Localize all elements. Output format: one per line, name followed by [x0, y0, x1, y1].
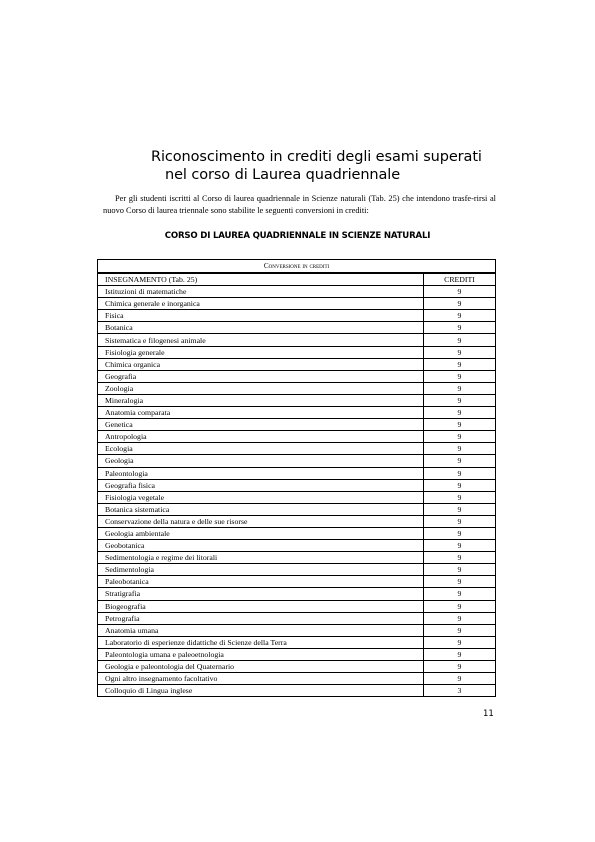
credits-cell: 9 [424, 455, 496, 467]
credits-cell: 9 [424, 600, 496, 612]
table-row [98, 588, 496, 600]
credits-cell: 9 [424, 564, 496, 576]
table-row [98, 394, 496, 406]
course-cell: Stratigrafia [98, 588, 424, 600]
credits-cell: 9 [424, 334, 496, 346]
course-cell: Ecologia [98, 443, 424, 455]
course-cell: Fisiologia vegetale [98, 491, 424, 503]
course-cell: Paleontologia umana e paleoetnologia [98, 648, 424, 660]
course-cell: Zoologia [98, 382, 424, 394]
table-caption-row [98, 260, 496, 274]
credits-cell: 9 [424, 286, 496, 298]
credits-cell: 9 [424, 491, 496, 503]
table-row [98, 636, 496, 648]
title-line-2: nel corso di Laurea quadriennale [165, 167, 401, 183]
credits-cell: 9 [424, 443, 496, 455]
course-cell: Conservazione della natura e delle sue risorse [98, 515, 424, 527]
credits-cell: 9 [424, 648, 496, 660]
column-header-credits: CREDITI [424, 273, 496, 286]
credits-cell: 9 [424, 479, 496, 491]
table-row [98, 648, 496, 660]
table-row [98, 552, 496, 564]
credits-cell: 9 [424, 673, 496, 685]
course-cell: Fisica [98, 310, 424, 322]
credits-cell: 9 [424, 431, 496, 443]
table-row [98, 431, 496, 443]
course-cell: Sedimentologia [98, 564, 424, 576]
table-row [98, 540, 496, 552]
credits-cell: 9 [424, 576, 496, 588]
course-cell: Petrografia [98, 612, 424, 624]
table-row [98, 358, 496, 370]
course-cell: Fisiologia generale [98, 346, 424, 358]
course-cell: Biogeografia [98, 600, 424, 612]
table-row [98, 564, 496, 576]
course-cell: Geologia [98, 455, 424, 467]
table-row [98, 407, 496, 419]
title-line-1: Riconoscimento in crediti degli esami superati [151, 149, 482, 165]
table-row [98, 527, 496, 539]
table-row [98, 515, 496, 527]
table-row [98, 346, 496, 358]
credits-cell: 9 [424, 624, 496, 636]
table-row [98, 419, 496, 431]
page-title [151, 148, 531, 184]
course-cell: Chimica generale e inorganica [98, 298, 424, 310]
credits-cell: 3 [424, 685, 496, 697]
intro-paragraph: Per gli studenti iscritti al Corso di laurea quadriennale in Scienze naturali (Tab. 25) che intendono trasfe-rirsi al nuovo Corso di laurea triennale sono stabilite le seguenti conversioni in crediti: [103, 194, 496, 215]
table-row [98, 370, 496, 382]
credits-cell: 9 [424, 661, 496, 673]
table-row [98, 322, 496, 334]
credits-cell: 9 [424, 552, 496, 564]
table-row [98, 310, 496, 322]
credits-cell: 9 [424, 540, 496, 552]
table-row [98, 612, 496, 624]
credits-cell: 9 [424, 322, 496, 334]
table-row [98, 685, 496, 697]
table-header-row [98, 273, 496, 286]
credits-table [97, 259, 496, 697]
table-row [98, 576, 496, 588]
credits-cell: 9 [424, 346, 496, 358]
course-cell: Anatomia comparata [98, 407, 424, 419]
course-cell: Paleontologia [98, 467, 424, 479]
table-row [98, 334, 496, 346]
course-cell: Geografia [98, 370, 424, 382]
column-header-course: INSEGNAMENTO (Tab. 25) [98, 273, 424, 286]
course-cell: Istituzioni di matematiche [98, 286, 424, 298]
table-row [98, 624, 496, 636]
course-cell: Botanica sistematica [98, 503, 424, 515]
table-row [98, 600, 496, 612]
course-cell: Sedimentologia e regime dei litorali [98, 552, 424, 564]
credits-cell: 9 [424, 515, 496, 527]
credits-cell: 9 [424, 394, 496, 406]
course-cell: Chimica organica [98, 358, 424, 370]
course-cell: Ogni altro insegnamento facoltativo [98, 673, 424, 685]
course-cell: Colloquio di Lingua inglese [98, 685, 424, 697]
course-cell: Genetica [98, 419, 424, 431]
table-row [98, 298, 496, 310]
credits-cell: 9 [424, 407, 496, 419]
credits-cell: 9 [424, 503, 496, 515]
course-cell: Geologia ambientale [98, 527, 424, 539]
course-cell: Geografia fisica [98, 479, 424, 491]
credits-cell: 9 [424, 467, 496, 479]
table-row [98, 467, 496, 479]
course-cell: Geobotanica [98, 540, 424, 552]
table-row [98, 673, 496, 685]
credits-cell: 9 [424, 612, 496, 624]
table-caption: Conversione in crediti [98, 260, 496, 274]
table-row [98, 286, 496, 298]
credits-cell: 9 [424, 419, 496, 431]
section-heading: CORSO DI LAUREA QUADRIENNALE IN SCIENZE NATURALI [164, 231, 431, 241]
credits-cell: 9 [424, 298, 496, 310]
course-cell: Sistematica e filogenesi animale [98, 334, 424, 346]
course-cell: Botanica [98, 322, 424, 334]
course-cell: Anatomia umana [98, 624, 424, 636]
table-row [98, 491, 496, 503]
credits-cell: 9 [424, 310, 496, 322]
table-row [98, 455, 496, 467]
credits-cell: 9 [424, 636, 496, 648]
table-row [98, 503, 496, 515]
course-cell: Laboratorio di esperienze didattiche di Scienze della Terra [98, 636, 424, 648]
credits-cell: 9 [424, 588, 496, 600]
page-number: 11 [483, 709, 494, 719]
credits-cell: 9 [424, 358, 496, 370]
table-row [98, 479, 496, 491]
course-cell: Geologia e paleontologia del Quaternario [98, 661, 424, 673]
course-cell: Paleobotanica [98, 576, 424, 588]
credits-cell: 9 [424, 527, 496, 539]
table-row [98, 382, 496, 394]
course-cell: Antropologia [98, 431, 424, 443]
credits-cell: 9 [424, 382, 496, 394]
table-row [98, 443, 496, 455]
course-cell: Mineralogia [98, 394, 424, 406]
table-row [98, 661, 496, 673]
credits-cell: 9 [424, 370, 496, 382]
